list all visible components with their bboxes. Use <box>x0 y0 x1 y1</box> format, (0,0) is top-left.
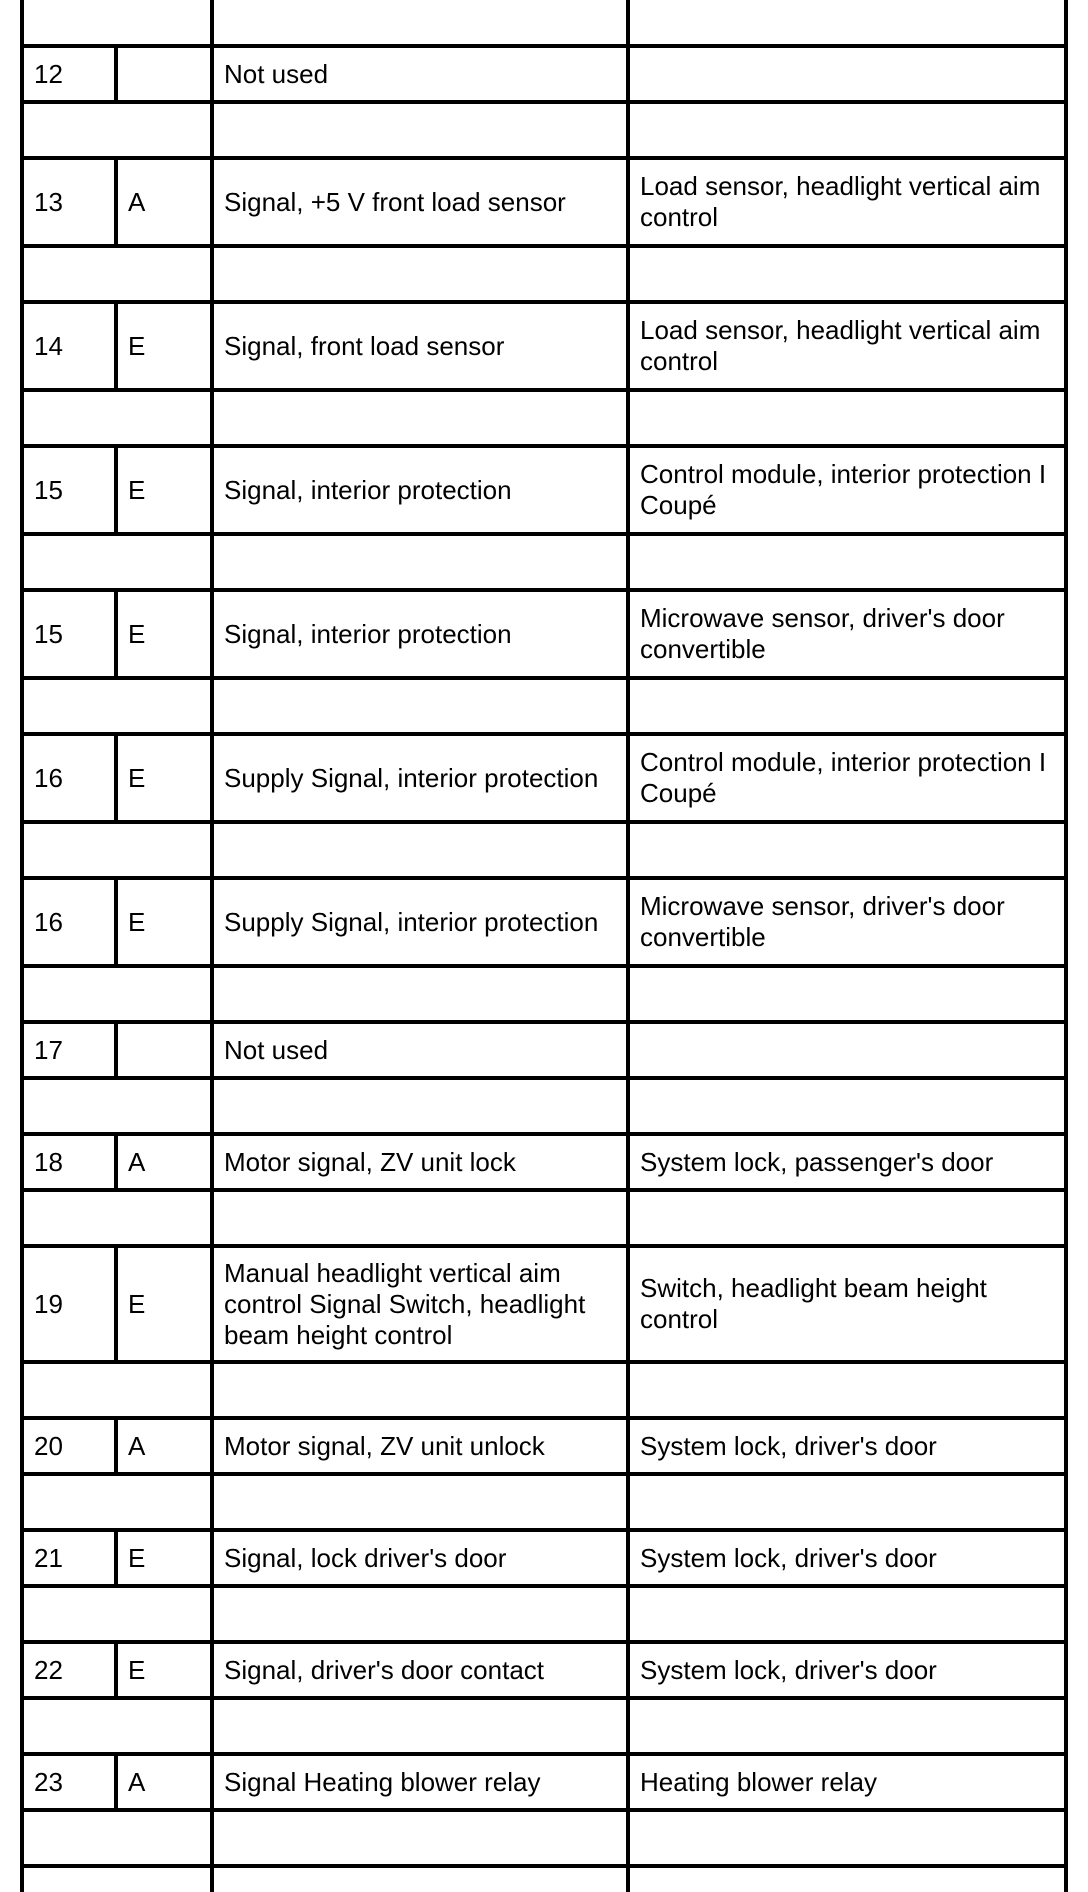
pin-number-cell <box>24 0 118 44</box>
signal-description-cell: Not used <box>214 1024 630 1076</box>
io-direction-cell <box>118 1364 214 1416</box>
pin-number-cell <box>24 1364 118 1416</box>
component-cell <box>630 968 1064 1020</box>
component-cell: System lock, driver's door <box>640 1542 937 1573</box>
component-cell: System lock, driver's door <box>640 1430 937 1461</box>
table-row <box>24 448 1064 536</box>
component-cell: Microwave sensor, driver's door convertible <box>640 891 1005 952</box>
signal-description-cell: Signal, lock driver's door <box>214 1532 630 1584</box>
component-cell: Load sensor, headlight vertical aim control <box>640 171 1041 232</box>
pin-number-cell: 15 <box>24 592 118 676</box>
io-direction-cell: E <box>118 1248 214 1360</box>
signal-description-cell <box>214 824 630 876</box>
pin-number-cell <box>24 968 118 1020</box>
table-spacer-row <box>24 1476 1064 1532</box>
pin-number-cell: 19 <box>24 1248 118 1360</box>
table-spacer-row <box>24 1364 1064 1420</box>
component-cell <box>630 1192 1064 1244</box>
component-cell <box>630 0 1064 44</box>
component-cell <box>630 48 1064 100</box>
table-spacer-row <box>24 968 1064 1024</box>
signal-description-cell <box>214 392 630 444</box>
signal-description-cell: Motor signal, ZV unit unlock <box>214 1420 630 1472</box>
signal-description-cell: Signal, driver's door contact <box>214 1644 630 1696</box>
table-row <box>24 880 1064 968</box>
pin-number-cell: 18 <box>24 1136 118 1188</box>
pin-number-cell: 14 <box>24 304 118 388</box>
signal-description-cell <box>214 968 630 1020</box>
io-direction-cell: A <box>118 160 214 244</box>
component-cell <box>630 248 1064 300</box>
io-direction-cell: A <box>118 1420 214 1472</box>
pin-number-cell <box>24 1868 118 1892</box>
pin-number-cell: 15 <box>24 448 118 532</box>
component-cell <box>630 824 1064 876</box>
signal-description-cell: Signal, interior protection <box>214 448 630 532</box>
io-direction-cell <box>118 680 214 732</box>
table-row <box>24 304 1064 392</box>
signal-description-cell <box>214 1868 630 1892</box>
io-direction-cell <box>118 0 214 44</box>
pin-number-cell <box>24 248 118 300</box>
component-cell <box>630 104 1064 156</box>
io-direction-cell <box>118 1476 214 1528</box>
table-row <box>24 1420 1064 1476</box>
component-cell <box>630 536 1064 588</box>
signal-description-cell: Signal, +5 V front load sensor <box>214 160 630 244</box>
component-cell <box>630 1588 1064 1640</box>
table-row <box>24 1248 1064 1364</box>
table-spacer-row <box>24 392 1064 448</box>
signal-description-cell <box>214 248 630 300</box>
table-spacer-row <box>24 1868 1064 1892</box>
table-spacer-row <box>24 536 1064 592</box>
pin-number-cell: 23 <box>24 1756 118 1808</box>
io-direction-cell <box>118 968 214 1020</box>
signal-description-cell <box>214 1700 630 1752</box>
table-spacer-row <box>24 1700 1064 1756</box>
io-direction-cell: E <box>118 448 214 532</box>
table-spacer-row <box>24 1080 1064 1136</box>
io-direction-cell <box>118 1700 214 1752</box>
pin-number-cell <box>24 1192 118 1244</box>
io-direction-cell: E <box>118 736 214 820</box>
signal-description-cell: Manual headlight vertical aim control Signal Switch, headlight beam height control <box>214 1248 630 1360</box>
table-row <box>24 1532 1064 1588</box>
io-direction-cell <box>118 1024 214 1076</box>
pin-number-cell: 20 <box>24 1420 118 1472</box>
io-direction-cell <box>118 48 214 100</box>
io-direction-cell: A <box>118 1136 214 1188</box>
signal-description-cell <box>214 104 630 156</box>
signal-description-cell: Motor signal, ZV unit lock <box>214 1136 630 1188</box>
io-direction-cell: A <box>118 1756 214 1808</box>
table-row <box>24 1644 1064 1700</box>
pin-number-cell <box>24 536 118 588</box>
signal-description-cell <box>214 1588 630 1640</box>
io-direction-cell <box>118 1192 214 1244</box>
component-cell <box>630 1700 1064 1752</box>
pin-number-cell <box>24 1588 118 1640</box>
pin-number-cell: 16 <box>24 880 118 964</box>
io-direction-cell: E <box>118 304 214 388</box>
component-cell <box>630 1812 1064 1864</box>
io-direction-cell <box>118 248 214 300</box>
table-row <box>24 160 1064 248</box>
table-spacer-row <box>24 248 1064 304</box>
table-spacer-row <box>24 0 1064 48</box>
signal-description-cell <box>214 1812 630 1864</box>
table-spacer-row <box>24 680 1064 736</box>
table-spacer-row <box>24 1588 1064 1644</box>
signal-description-cell <box>214 1364 630 1416</box>
component-cell <box>630 1476 1064 1528</box>
signal-description-cell <box>214 0 630 44</box>
component-cell <box>630 392 1064 444</box>
signal-description-cell: Signal, front load sensor <box>214 304 630 388</box>
pin-number-cell <box>24 1700 118 1752</box>
io-direction-cell <box>118 392 214 444</box>
pin-number-cell: 13 <box>24 160 118 244</box>
table-spacer-row <box>24 104 1064 160</box>
component-cell: Control module, interior protection I Coupé <box>640 459 1047 520</box>
table-row <box>24 48 1064 104</box>
signal-description-cell: Supply Signal, interior protection <box>214 736 630 820</box>
signal-description-cell <box>214 1192 630 1244</box>
io-direction-cell <box>118 1588 214 1640</box>
pin-number-cell: 12 <box>24 48 118 100</box>
component-cell <box>630 1080 1064 1132</box>
pin-number-cell: 17 <box>24 1024 118 1076</box>
component-cell: Control module, interior protection I Coupé <box>640 747 1047 808</box>
table-row <box>24 736 1064 824</box>
table-row <box>24 1024 1064 1080</box>
component-cell <box>630 680 1064 732</box>
signal-description-cell <box>214 1080 630 1132</box>
table-row <box>24 1136 1064 1192</box>
table-row <box>24 1756 1064 1812</box>
io-direction-cell: E <box>118 1532 214 1584</box>
table-spacer-row <box>24 1812 1064 1868</box>
table-spacer-row <box>24 824 1064 880</box>
io-direction-cell <box>118 104 214 156</box>
signal-description-cell <box>214 1476 630 1528</box>
io-direction-cell <box>118 1080 214 1132</box>
component-cell: Heating blower relay <box>640 1766 878 1797</box>
pin-number-cell: 16 <box>24 736 118 820</box>
component-cell: System lock, driver's door <box>640 1654 937 1685</box>
pin-assignment-table <box>20 0 1068 1892</box>
component-cell <box>630 1024 1064 1076</box>
table-spacer-row <box>24 1192 1064 1248</box>
pin-number-cell <box>24 1812 118 1864</box>
io-direction-cell: E <box>118 1644 214 1696</box>
pin-number-cell <box>24 1080 118 1132</box>
signal-description-cell: Supply Signal, interior protection <box>214 880 630 964</box>
pin-number-cell <box>24 392 118 444</box>
io-direction-cell: E <box>118 592 214 676</box>
component-cell: System lock, passenger's door <box>640 1146 994 1177</box>
signal-description-cell: Signal Heating blower relay <box>214 1756 630 1808</box>
signal-description-cell: Signal, interior protection <box>214 592 630 676</box>
component-cell <box>630 1364 1064 1416</box>
io-direction-cell <box>118 1812 214 1864</box>
io-direction-cell <box>118 1868 214 1892</box>
component-cell: Switch, headlight beam height control <box>640 1273 987 1334</box>
table-row <box>24 592 1064 680</box>
pin-number-cell <box>24 1476 118 1528</box>
pin-number-cell <box>24 104 118 156</box>
component-cell: Microwave sensor, driver's door convertible <box>640 603 1005 664</box>
pin-number-cell: 21 <box>24 1532 118 1584</box>
component-cell: Load sensor, headlight vertical aim control <box>640 315 1041 376</box>
signal-description-cell <box>214 680 630 732</box>
pin-number-cell <box>24 824 118 876</box>
io-direction-cell: E <box>118 880 214 964</box>
pin-number-cell <box>24 680 118 732</box>
io-direction-cell <box>118 536 214 588</box>
signal-description-cell <box>214 536 630 588</box>
signal-description-cell: Not used <box>214 48 630 100</box>
pin-number-cell: 22 <box>24 1644 118 1696</box>
io-direction-cell <box>118 824 214 876</box>
component-cell <box>630 1868 1064 1892</box>
